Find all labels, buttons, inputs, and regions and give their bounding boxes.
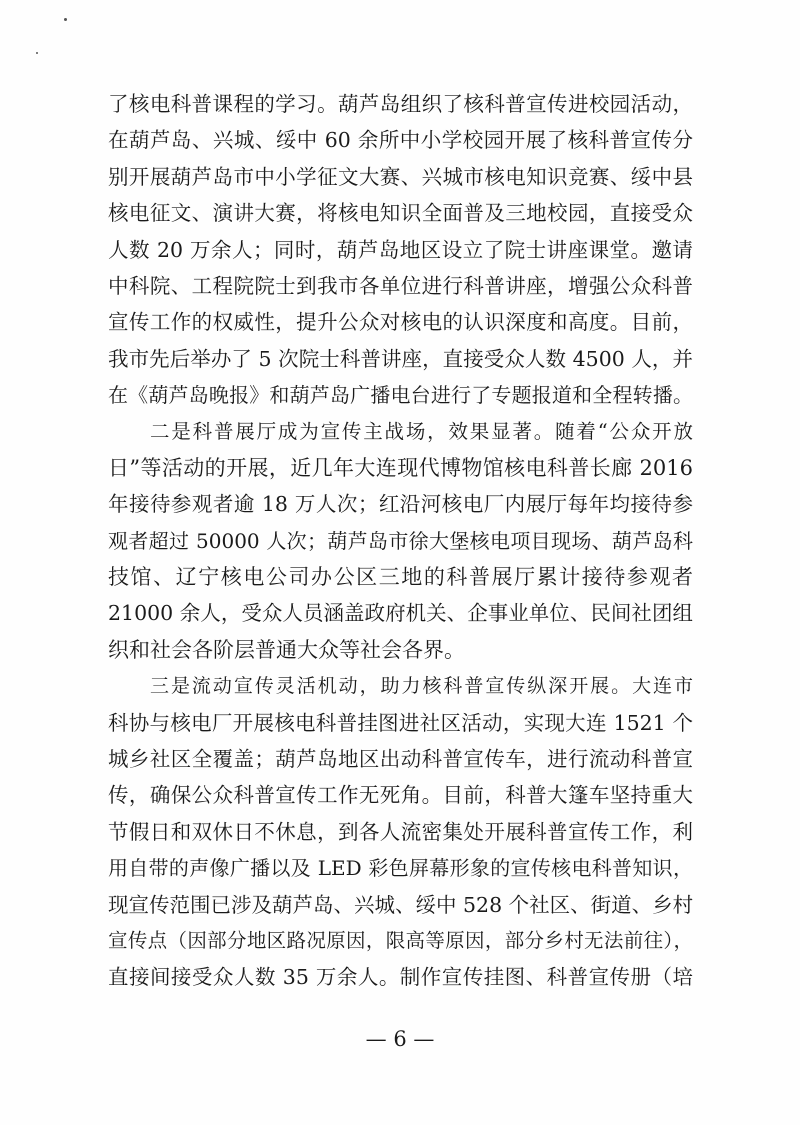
- text-line: 年接待参观者逾 18 万人次；红沿河核电厂内展厅每年均接待参: [108, 492, 693, 517]
- text-line: 技馆、辽宁核电公司办公区三地的科普展厅累计接待参观者: [108, 565, 693, 590]
- text-line: 城乡社区全覆盖；葫芦岛地区出动科普宣传车，进行流动科普宣: [108, 747, 693, 772]
- text-line: 用自带的声像广播以及 LED 彩色屏幕形象的宣传核电科普知识，: [108, 856, 693, 881]
- text-line: 了核电科普课程的学习。葫芦岛组织了核科普宣传进校园活动，: [108, 92, 693, 116]
- text-line: 传，确保公众科普宣传工作无死角。目前，科普大篷车坚持重大: [108, 783, 693, 808]
- text-line: 观者超过 50000 人次；葫芦岛市徐大堡核电项目现场、葫芦岛科: [108, 528, 693, 553]
- scan-speck: [64, 18, 67, 21]
- paragraph-start-line: 二是科普展厅成为宣传主战场，效果显著。随着“公众开放: [150, 419, 693, 443]
- text-line: 宣传点（因部分地区路况原因，限高等原因，部分乡村无法前往），: [108, 928, 693, 952]
- paragraph-start-line: 三是流动宣传灵活机动，助力核科普宣传纵深开展。大连市: [150, 675, 693, 698]
- text-line: 核电征文、演讲大赛，将核电知识全面普及三地校园，直接受众: [108, 201, 693, 226]
- text-line: 在《葫芦岛晚报》和葫芦岛广播电台进行了专题报道和全程转播。: [108, 383, 693, 408]
- text-line: 直接间接受众人数 35 万余人。制作宣传挂图、科普宣传册（培: [108, 965, 693, 990]
- paragraph-end-line: 织和社会各阶层普通大众等社会各界。: [108, 637, 465, 662]
- text-line: 人数 20 万余人；同时，葫芦岛地区设立了院士讲座课堂。邀请: [108, 237, 693, 262]
- text-line: 别开展葫芦岛市中小学征文大赛、兴城市核电知识竞赛、绥中县: [108, 164, 693, 189]
- text-line: 在葫芦岛、兴城、绥中 60 余所中小学校园开展了核科普宣传分: [108, 128, 693, 153]
- body-text: [108, 86, 693, 996]
- text-line: 科协与核电厂开展核电科普挂图进社区活动，实现大连 1521 个: [108, 710, 693, 735]
- text-line: 节假日和双休日不休息，到各人流密集处开展科普宣传工作，利: [108, 819, 693, 844]
- text-line: 21000 余人，受众人员涵盖政府机关、企事业单位、民间社团组: [108, 601, 693, 626]
- text-line: 宣传工作的权威性，提升公众对核电的认识深度和高度。目前，: [108, 310, 693, 335]
- text-line: 中科院、工程院院士到我市各单位进行科普讲座，增强公众科普: [108, 273, 693, 298]
- scan-speck: [36, 52, 38, 54]
- text-line: 我市先后举办了 5 次院士科普讲座，直接受众人数 4500 人，并: [108, 346, 693, 371]
- text-line: 日”等活动的开展，近几年大连现代博物馆核电科普长廊 2016: [108, 455, 693, 480]
- text-line: 现宣传范围已涉及葫芦岛、兴城、绥中 528 个社区、街道、乡村: [108, 892, 694, 917]
- page-number: — 6 —: [365, 1027, 435, 1051]
